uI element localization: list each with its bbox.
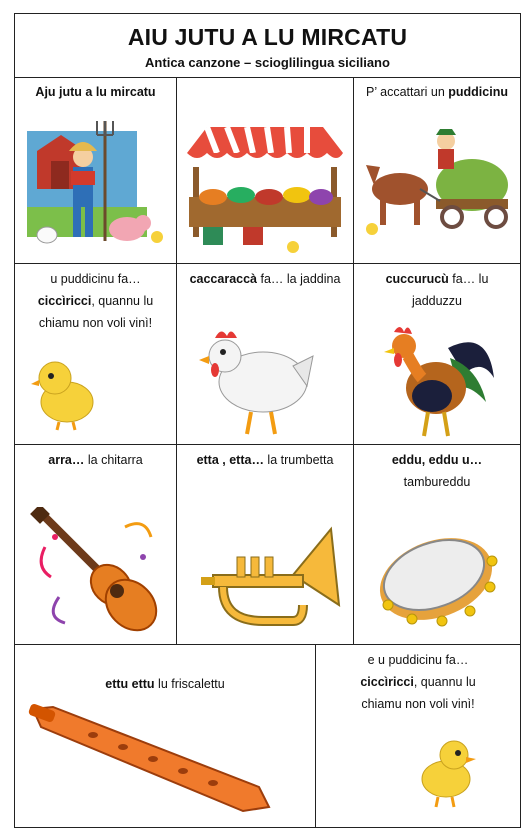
cell-farmer — [15, 77, 177, 264]
page-subtitle: Antica canzone – scioglilingua siciliano — [145, 55, 390, 70]
header — [15, 14, 520, 78]
cell-cart: P’ accattari un puddicinu — [354, 77, 520, 264]
guitar-icon — [25, 507, 165, 637]
chick-illustration — [29, 352, 99, 432]
farmer-illustration — [23, 111, 171, 259]
cell-flute: ettu ettu lu friscalettu — [15, 645, 316, 827]
cell-trumpet: etta , etta… la trumbetta — [177, 445, 354, 645]
worksheet — [14, 13, 521, 828]
rooster-illustration — [378, 318, 498, 442]
cell-tambourine: eddu, eddu u… tambureddu — [354, 445, 520, 645]
horse-cart-illustration — [360, 113, 514, 259]
cell-market — [177, 77, 354, 264]
cell-guitar: arra… la chitarra — [15, 445, 177, 645]
recorder-flute-icon — [23, 703, 275, 815]
hen-illustration — [197, 316, 317, 440]
page-title: AIU JUTU A LU MIRCATU — [127, 24, 408, 50]
market-stall-illustration — [183, 107, 347, 257]
cell-hen: caccaraccà fa… la jaddina — [177, 264, 354, 445]
cell-rooster: cuccurucù fa… lu jadduzzu — [354, 264, 520, 445]
verse-text: Aju jutu a lu mircatu — [35, 85, 156, 99]
chick-illustration — [416, 731, 478, 809]
tambourine-icon — [372, 527, 502, 627]
trumpet-icon — [193, 525, 343, 635]
cell-chick: u puddicinu fa… ciccìricci, quannu lu chiamu non voli vinì! — [15, 264, 177, 445]
cell-final-chick: e u puddicinu fa… ciccìricci, quannu lu chiamu non voli vinì! — [316, 645, 520, 827]
